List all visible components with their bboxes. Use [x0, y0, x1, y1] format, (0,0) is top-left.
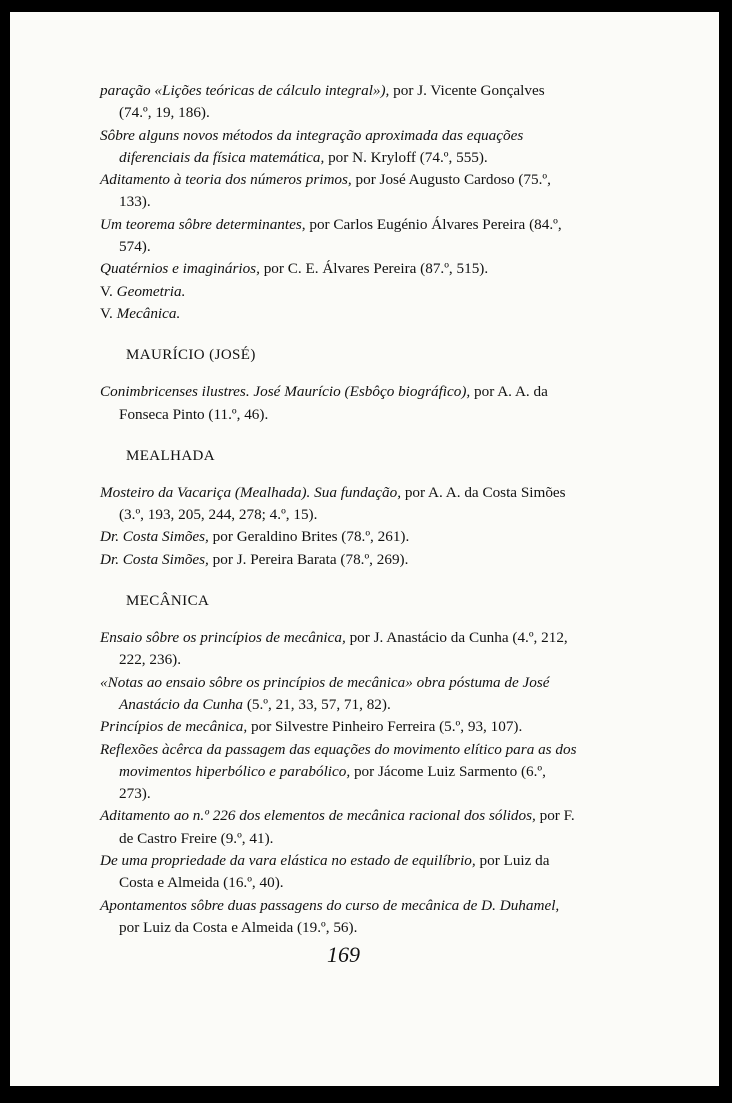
entry-title: Princípios de mecânica, [100, 718, 248, 736]
book-page [10, 12, 719, 1086]
section-heading: MAURÍCIO (JOSÉ) [126, 347, 256, 364]
entry-title: Quatérnios e imaginários, [100, 260, 260, 278]
index-entry [100, 381, 580, 426]
entry-reference: (5.º, 21, 33, 57, 71, 82). [243, 695, 391, 713]
index-content [100, 80, 580, 939]
entry-reference: por José Augusto Cardoso (75.º, 133). [119, 171, 551, 211]
entry-title: Sôbre alguns novos métodos da integração aproximada das equações diferenciais da física matemática, [100, 126, 524, 166]
entry-title: Mosteiro da Vacariça (Mealhada). Sua fundação, [100, 483, 402, 501]
entry-title: «Notas ao ensaio sôbre os princípios de mecânica» obra póstuma de José Anastácio da Cunha [100, 673, 550, 713]
entry-title: Dr. Costa Simões, [100, 550, 209, 568]
index-entry [100, 895, 580, 940]
index-entry [100, 627, 580, 672]
cross-reference-title: Geometria. [116, 282, 186, 300]
entry-title: paração «Lições teóricas de cálculo integral»), [100, 82, 390, 99]
entry-reference: por Geraldino Brites (78.º, 261). [208, 528, 410, 546]
entry-reference: por Silvestre Pinheiro Ferreira (5.º, 93, 107). [247, 718, 523, 736]
entry-title: Aditamento à teoria dos números primos, [100, 171, 352, 189]
entry-title: Conimbricenses ilustres. José Maurício (Esbôço biográfico), [100, 383, 471, 401]
section-heading: MEALHADA [126, 447, 216, 464]
index-entry [100, 716, 580, 738]
see-prefix: V. [100, 282, 117, 300]
index-entry [100, 805, 580, 850]
index-entry [100, 258, 580, 280]
index-entry [100, 482, 580, 527]
index-entry [100, 80, 580, 125]
index-entry [100, 169, 580, 214]
entry-reference: por A. A. da Costa Simões (3.º, 193, 205, 244, 278; 4.º, 15). [119, 483, 566, 524]
index-entry [100, 739, 580, 806]
entry-reference: por A. A. da Fonseca Pinto (11.º, 46). [119, 383, 548, 423]
entry-reference: por C. E. Álvares Pereira (87.º, 515). [259, 260, 489, 278]
entry-reference: por N. Kryloff (74.º, 555). [324, 148, 488, 166]
entry-reference: por Jácome Luiz Sarmento (6.º, 273). [119, 762, 546, 803]
entry-title: Reflexões àcêrca da passagem das equações do movimento elítico para as dos movimentos hiperbólico e parabólico, [100, 740, 577, 780]
entry-reference: por Carlos Eugénio Álvares Pereira (84.º, 574). [119, 215, 562, 256]
entry-reference: por J. Anastácio da Cunha (4.º, 212, 222, 236). [119, 629, 568, 669]
entry-title: Um teorema sôbre determinantes, [100, 215, 306, 233]
entry-title: Apontamentos sôbre duas passagens do curso de mecânica de D. Duhamel, [100, 896, 560, 914]
cross-reference [100, 303, 580, 325]
index-entry [100, 125, 580, 170]
see-prefix: V. [100, 304, 117, 322]
page-number: 169 [327, 942, 360, 967]
entry-title: Ensaio sôbre os princípios de mecânica, [100, 629, 346, 647]
entry-title: De uma propriedade da vara elástica no estado de equilíbrio, [100, 852, 476, 870]
cross-reference [100, 281, 580, 303]
entry-title: Dr. Costa Simões, [100, 528, 209, 546]
cross-reference-title: Mecânica. [116, 304, 181, 322]
entry-reference: por J. Vicente Gonçalves (74.º, 19, 186). [119, 82, 545, 122]
section-heading: MECÂNICA [126, 593, 210, 610]
index-entry [100, 850, 580, 895]
index-entry [100, 672, 580, 717]
entry-reference: por Luiz da Costa e Almeida (16.º, 40). [119, 852, 550, 892]
entry-reference: por Luiz da Costa e Almeida (19.º, 56). [119, 918, 358, 936]
entry-reference: por J. Pereira Barata (78.º, 269). [208, 550, 409, 568]
entry-reference: por F. de Castro Freire (9.º, 41). [119, 807, 575, 847]
index-entry [100, 526, 580, 548]
entry-title: Aditamento ao n.º 226 dos elementos de mecânica racional dos sólidos, [100, 807, 536, 825]
index-entry [100, 214, 580, 259]
index-entry [100, 549, 580, 571]
